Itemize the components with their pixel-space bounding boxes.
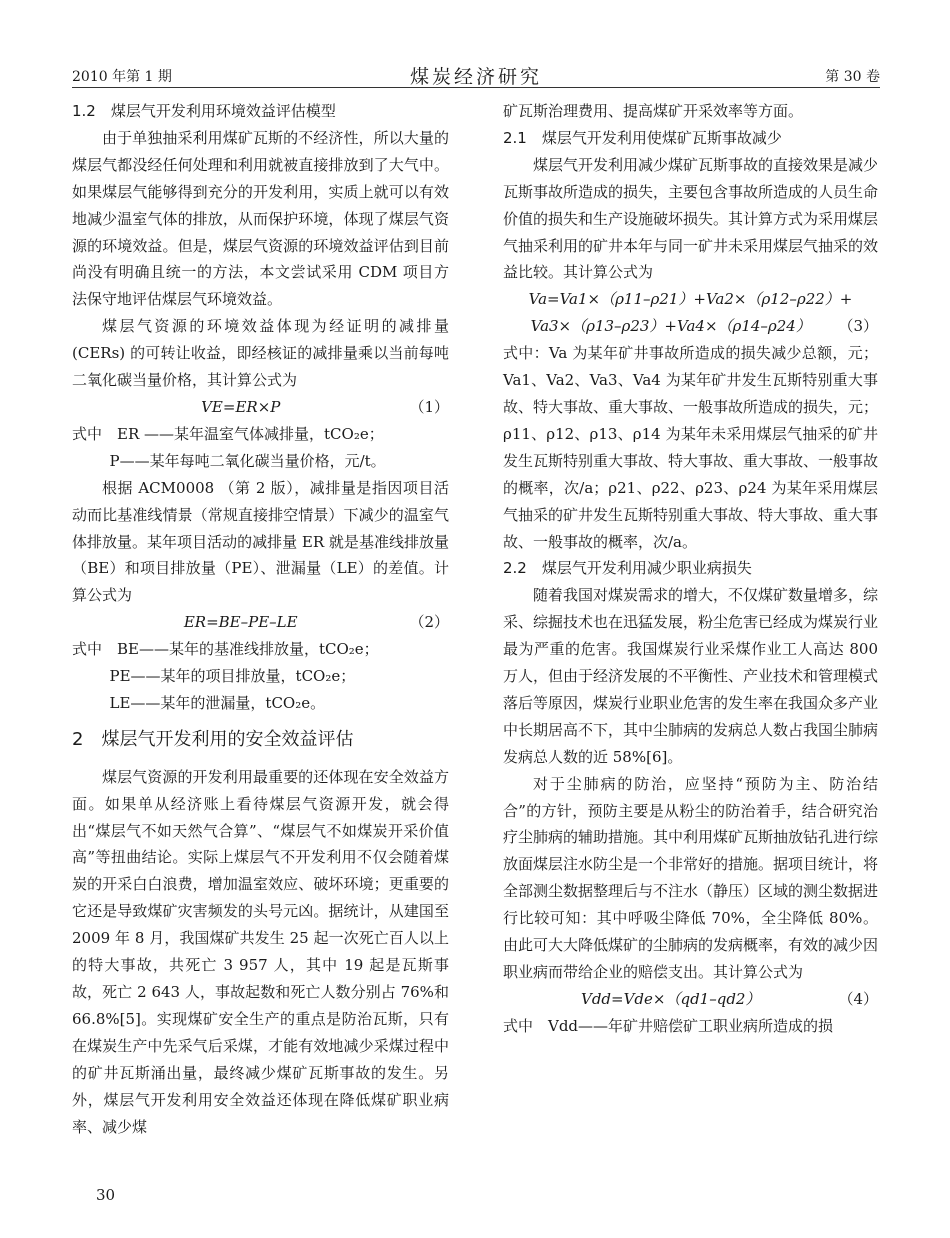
equation-formula: Va3×（ρ13–ρ23）+Va4×（ρ14–ρ24） [530,317,811,336]
equation-3b [503,313,878,340]
definition: LE——某年的泄漏量，tCO₂e。 [109,693,326,712]
equation-3a [503,286,878,313]
equation-formula: VE=ER×P [201,397,281,416]
page-number: 30 [96,1186,116,1204]
definition: 式中 BE——某年的基准线排放量，tCO₂e； [72,640,379,659]
section-2-title: 2 煤层气开发利用的安全效益评估 [72,728,354,750]
equation-2 [72,609,449,636]
equation-4 [503,986,878,1013]
equation-number: （4） [838,989,878,1008]
section-2-1-title: 2.1 煤层气开发利用使煤矿瓦斯事故减少 [503,128,782,147]
left-column [72,98,449,1140]
definition: P——某年每吨二氧化碳当量价格，元/t。 [109,451,386,470]
equation-1 [72,394,449,421]
equation-formula: Vdd=Vde×（qd1–qd2） [580,989,761,1008]
paragraph: 煤层气资源的开发利用最重要的还体现在安全效益方面。如果单从经济账上看待煤层气资源开发，就会得出“煤层气不如天然气合算”、“煤层气不如煤炭开采价值高”等扭曲结论。实际上煤层气不开发利用不仅会随着煤炭的开采白白浪费，增加温室效应、破坏环境；更重要的它还是导致煤矿灾害频发的头号元凶。据统计，从建国至 2009 年 8 月，我国煤矿共发生 25 起一次死亡百人以上的特大事故，共死亡 3 957 人，其中 19 起是瓦斯事故，死亡 2 643 人，事故起数和死亡人数分别占 76%和 66.8%[5]。实现煤矿安全生产的重点是防治瓦斯，只有在煤炭生产中先采气后采煤，才能有效地减少采煤过程中的矿井瓦斯涌出量，最终减少煤矿瓦斯事故的发生。另外，煤层气开发利用安全效益还体现在降低煤矿职业病率、减少煤 [72,767,449,1136]
equation-number: （3） [838,317,878,336]
paragraph: 矿瓦斯治理费用、提高煤矿开采效率等方面。 [503,102,804,120]
paragraph: 根据 ACM0008 （第 2 版），减排量是指因项目活动而比基准线情景（常规直接排空情景）下减少的温室气体排放量。某年项目活动的减排量 ER 就是基准线排放量（BE）和项目排放量（PE）、泄漏量（LE）的差值。计算公式为 [72,478,449,605]
volume-label: 第 30 卷 [825,69,880,85]
paragraph: 随着我国对煤炭需求的增大，不仅煤矿数量增多，综采、综掘技术也在迅猛发展，粉尘危害已经成为煤炭行业最为严重的危害。我国煤炭行业采煤作业工人高达 800 万人，但由于经济发展的不平衡性、产业技术和管理模式落后等原因，煤炭行业职业危害的发生率在我国众多产业中长期居高不下，其中尘肺病的发病总人数占我国尘肺病发病总人数的近 58%[6]。 [503,586,879,766]
paragraph: 由于单独抽采利用煤矿瓦斯的不经济性，所以大量的煤层气都没经任何处理和利用就被直接排放到了大气中。如果煤层气能够得到充分的开发利用，实质上就可以有效地减少温室气体的排放，从而保护环境，体现了煤层气资源的环境效益。但是，煤层气资源的环境效益评估到目前尚没有明确且统一的方法，本文尝试采用 CDM 项目方法保守地评估煤层气环境效益。 [72,128,449,309]
definition: 式中 ER ——某年温室气体减排量，tCO₂e； [72,424,384,443]
equation-number: （1） [409,397,449,416]
paragraph: 煤层气资源的环境效益体现为经证明的减排量 (CERs) 的可转让收益，即经核证的减排量乘以当前每吨二氧化碳当量价格，其计算公式为 [72,317,449,390]
section-2-2-title: 2.2 煤层气开发利用减少职业病损失 [503,559,752,578]
right-column [503,98,878,1040]
definition: PE——某年的项目排放量，tCO₂e； [109,667,356,686]
section-1-2-title: 1.2 煤层气开发利用环境效益评估模型 [72,102,336,120]
header-rule [72,87,880,88]
issue-label: 2010 年第 1 期 [72,69,172,85]
equation-formula: ER=BE–PE–LE [183,613,298,632]
equation-formula: Va=Va1×（ρ11–ρ21）+Va2×（ρ12–ρ22）+ [528,290,853,309]
running-header [72,62,880,88]
equation-number: （2） [409,613,449,632]
paragraph: 煤层气开发利用减少煤矿瓦斯事故的直接效果是减少瓦斯事故所造成的损失，主要包含事故所造成的人员生命价值的损失和生产设施破坏损失。其计算方式为采用煤层气抽采利用的矿井本年与同一矿井未采用煤层气抽采的效益比较。其计算公式为 [503,155,879,282]
journal-title: 煤炭经济研究 [409,66,542,88]
paragraph: 对于尘肺病的防治，应坚持“预防为主、防治结合”的方针，预防主要是从粉尘的防治着手，结合研究治疗尘肺病的辅助措施。其中利用煤矿瓦斯抽放钻孔进行综放面煤层注水防尘是一个非常好的措施。据项目统计，将全部测尘数据整理后与不注水（静压）区域的测尘数据进行比较可知：其中呼吸尘降低 70%，全尘降低 80%。由此可大大降低煤矿的尘肺病的发病概率，有效的减少因职业病而带给企业的赔偿支出。其计算公式为 [503,774,879,981]
paragraph: 式中：Va 为某年矿井事故所造成的损失减少总额，元；Va1、Va2、Va3、Va4 为某年矿井发生瓦斯特别重大事故、特大事故、重大事故、一般事故所造成的损失，元；ρ11、ρ12、ρ13、ρ14 为某年未采用煤层气抽采的矿井发生瓦斯特别重大事故、特大事故、重大事故、一般事故的概率，次/a；ρ21、ρ22、ρ23、ρ24 为某年采用煤层气抽采的矿井发生瓦斯特别重大事故、特大事故、重大事故、一般事故的概率，次/a。 [503,344,879,551]
definition: 式中 Vdd——年矿井赔偿矿工职业病所造成的损 [503,1016,834,1035]
